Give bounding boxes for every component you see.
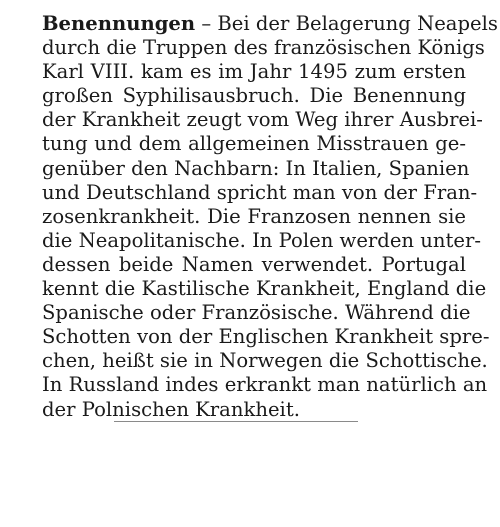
- text-line: und Deutschland spricht man von der Fran-: [42, 180, 478, 204]
- text-line: der Polnischen Krankheit.: [42, 397, 300, 421]
- text-line: tung und dem allgemeinen Misstrauen ge-: [42, 132, 466, 156]
- text-line: durch die Truppen des französischen Königs: [42, 36, 485, 60]
- text-line: [42, 12, 498, 36]
- text-line: kennt die Kastilische Krankheit, England die: [42, 277, 487, 301]
- article-paragraph: [42, 12, 498, 422]
- text-line: dessen beide Namen verwendet. Portugal: [42, 252, 466, 276]
- text-line: zosenkrankheit. Die Franzosen nennen sie: [42, 204, 466, 228]
- text-line: Spanische oder Französische. Während die: [42, 301, 471, 325]
- text-line: die Neapolitanische. In Polen werden unter-: [42, 228, 481, 252]
- text-line: genüber den Nachbarn: In Italien, Spanien: [42, 156, 470, 180]
- text-line: Karl VIII. kam es im Jahr 1495 zum ersten: [42, 60, 466, 84]
- article-heading: Benennungen: [42, 12, 196, 35]
- text-line: der Krankheit zeugt vom Weg ihrer Ausbrei-: [42, 108, 483, 132]
- section-divider: [114, 421, 358, 422]
- text-line: Schotten von der Englischen Krankheit spre-: [42, 325, 490, 349]
- text-line: großen Syphilisausbruch. Die Benennung: [42, 84, 466, 108]
- text-line: chen, heißt sie in Norwegen die Schottische.: [42, 349, 488, 373]
- text-line: In Russland indes erkrankt man natürlich an: [42, 373, 488, 397]
- text-line-content: – Bei der Belagerung Neapels: [195, 12, 498, 35]
